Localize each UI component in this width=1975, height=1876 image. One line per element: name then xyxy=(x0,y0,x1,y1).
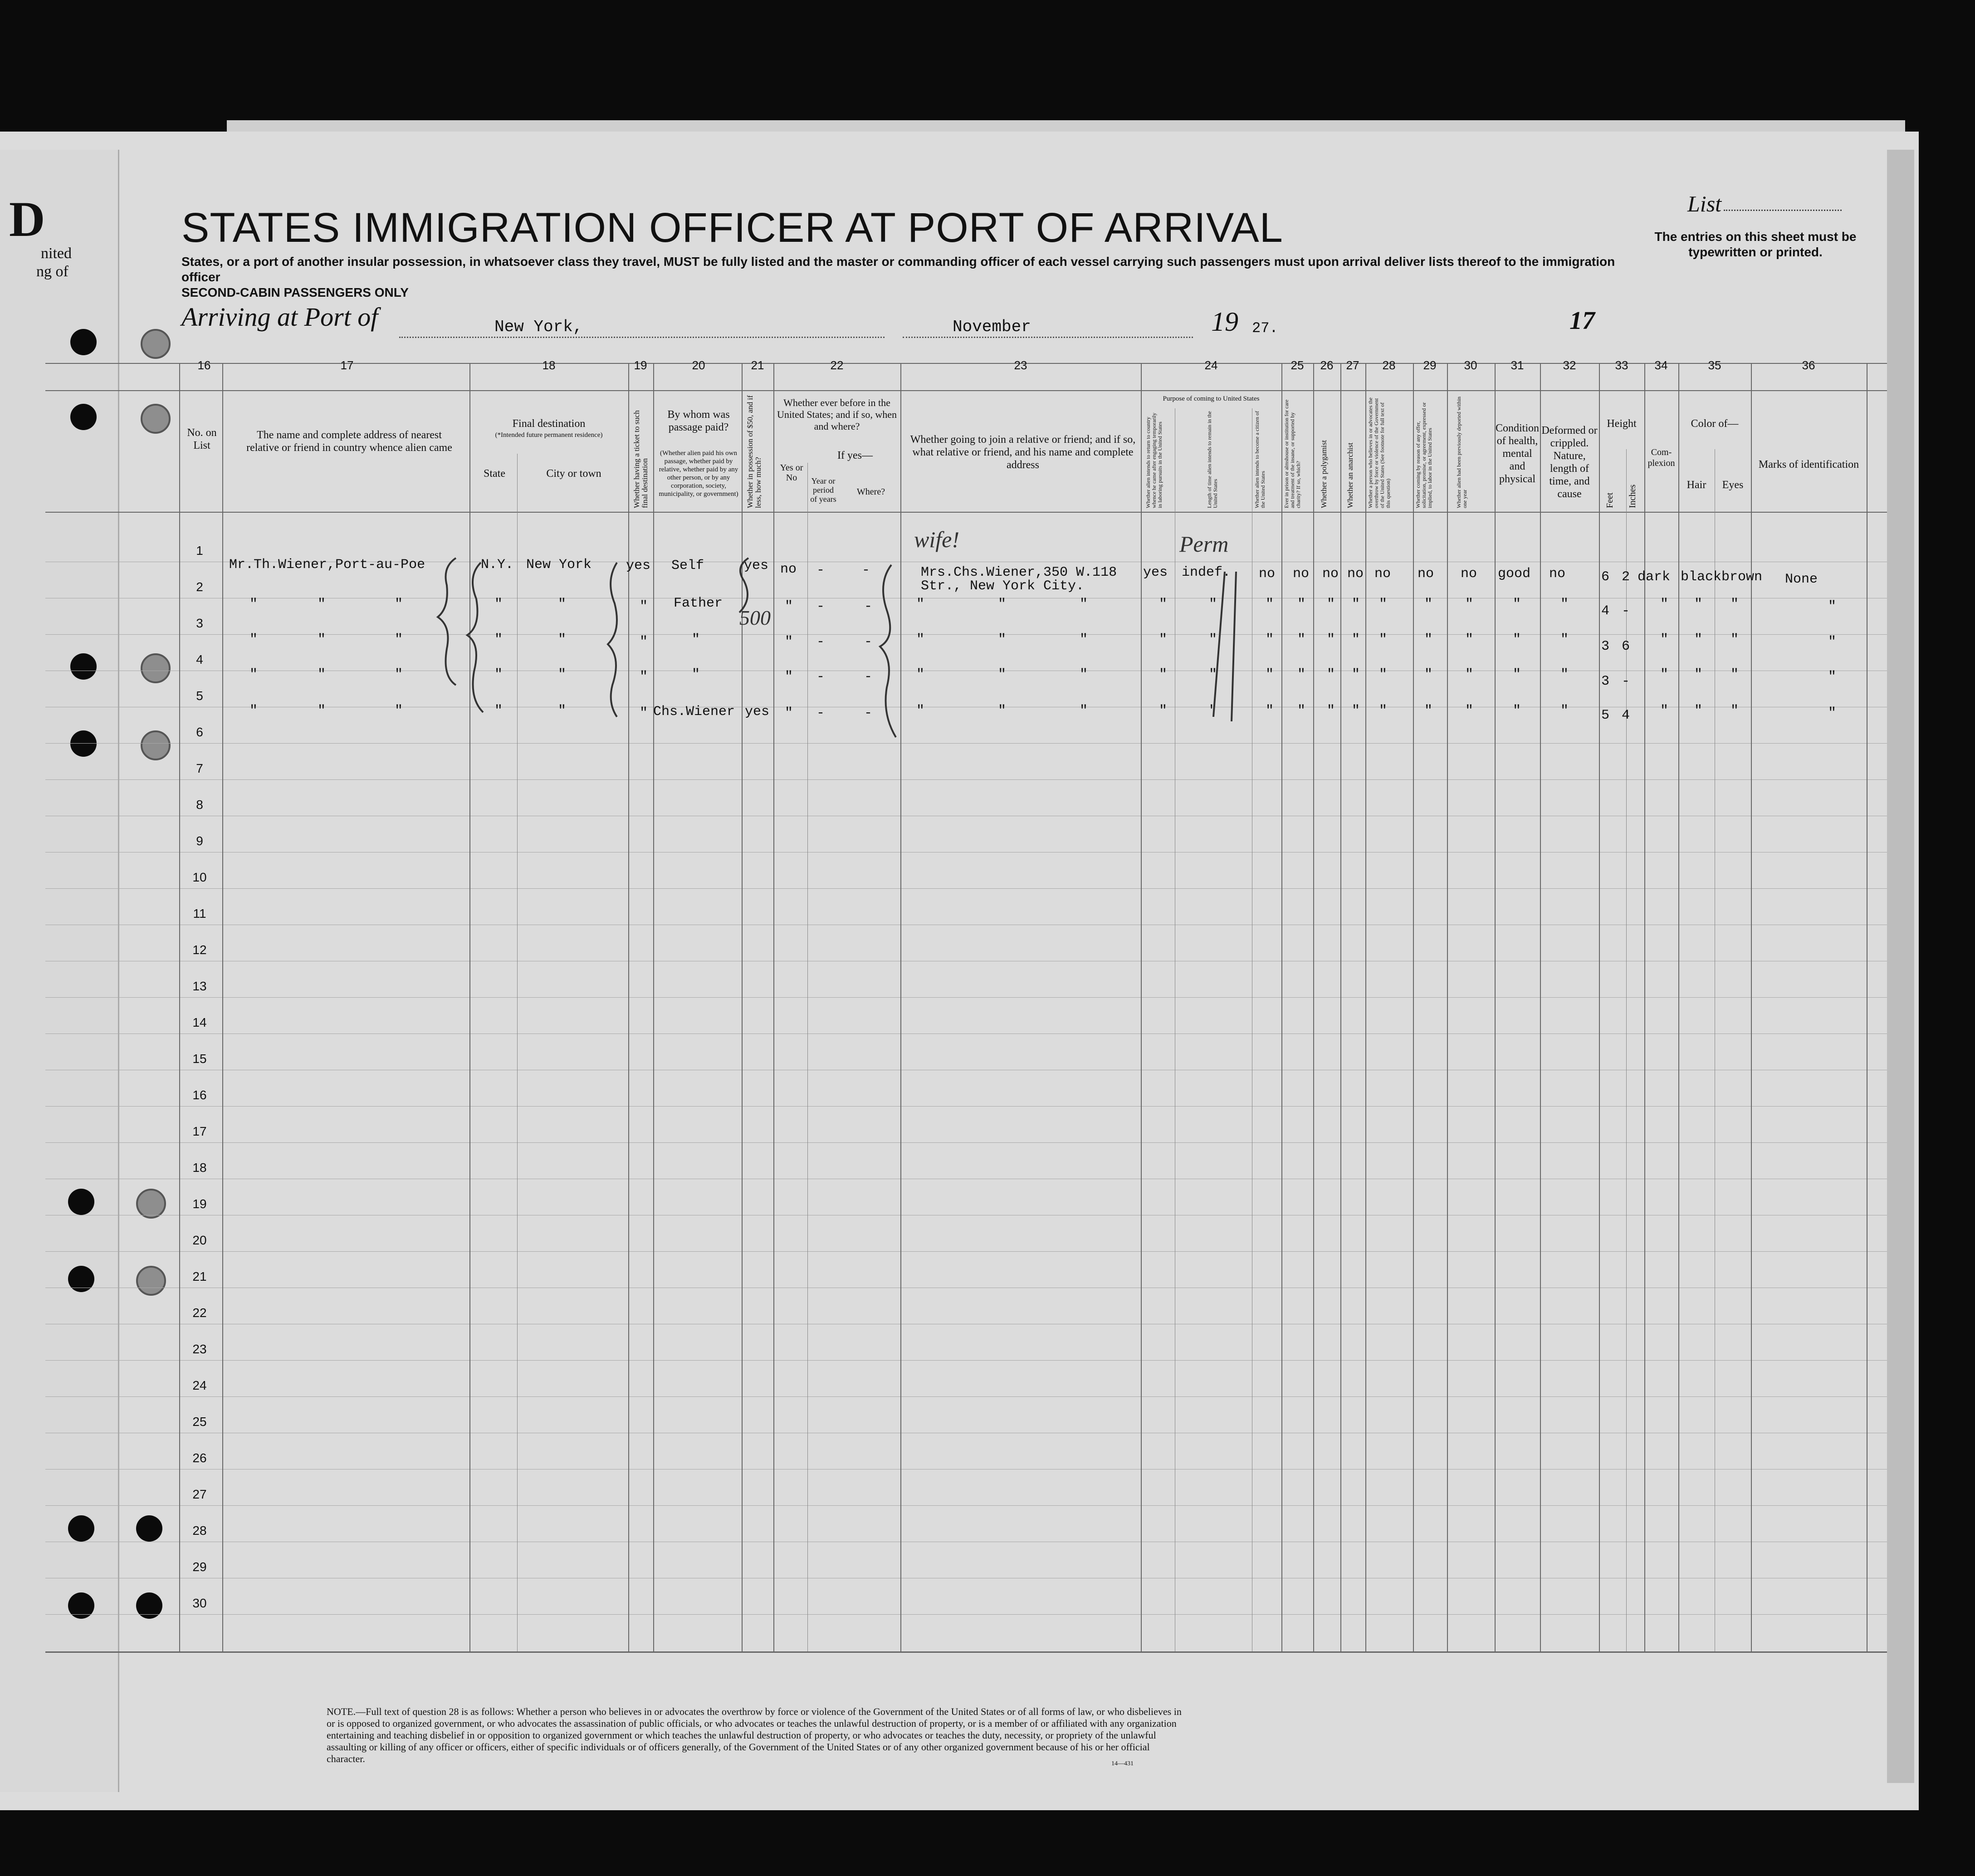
ditto-mark: " xyxy=(1694,632,1703,647)
row-number: 5 xyxy=(196,689,203,703)
year-prefix: 19 xyxy=(1211,307,1238,337)
column-number: 32 xyxy=(1563,358,1576,372)
header-complexion: Com-plexion xyxy=(1647,447,1675,468)
column-number: 33 xyxy=(1615,358,1628,372)
ditto-mark: " xyxy=(1327,667,1335,682)
sheet-number: 17 xyxy=(1569,307,1595,335)
column-number: 29 xyxy=(1423,358,1437,372)
row-number: 20 xyxy=(192,1233,207,1247)
row-number: 30 xyxy=(192,1596,207,1610)
ditto-mark: " xyxy=(1379,667,1388,682)
ditto-mark: " xyxy=(1080,632,1088,647)
ditto-mark: " xyxy=(1297,632,1306,647)
ditto-mark: " xyxy=(1560,703,1569,719)
r1-city: New York xyxy=(526,557,592,573)
row-number: 10 xyxy=(192,870,207,884)
r1-c27: no xyxy=(1347,566,1364,582)
port-value: New York, xyxy=(494,318,583,336)
header-if-yes: If yes— xyxy=(837,450,873,461)
dash-mark: - xyxy=(864,634,873,650)
header-ticket: Whether having a ticket to such final destination xyxy=(632,410,649,508)
r1-relative: Mr.Th.Wiener,Port-au-Poe xyxy=(229,557,425,573)
ditto-mark: " xyxy=(1424,703,1433,719)
r1-before: no xyxy=(780,562,797,577)
r5-fifty: yes xyxy=(745,704,770,720)
ditto-mark: " xyxy=(1731,632,1739,647)
row-number: 11 xyxy=(193,906,206,921)
column-number: 18 xyxy=(542,358,556,372)
r1-join-2: Str., New York City. xyxy=(921,578,1085,594)
ditto-mark: " xyxy=(1513,632,1521,647)
ditto-mark: " xyxy=(1465,632,1474,647)
ditto-mark: " xyxy=(249,597,258,612)
ditto-mark: " xyxy=(916,667,925,682)
ditto-mark: " xyxy=(998,667,1007,682)
ditto-mark: " xyxy=(785,669,793,685)
row-number: 22 xyxy=(192,1306,207,1320)
row-number: 13 xyxy=(192,979,207,993)
left-edge-letter: D xyxy=(9,191,45,247)
header-final-destination: Final destination xyxy=(512,418,586,430)
ditto-mark: " xyxy=(692,632,700,647)
row-number: 24 xyxy=(192,1378,207,1392)
header-prison: Ever in prison or almshouse or institution for care and treatment of the insane, or supported by charity? If so, which? xyxy=(1283,399,1301,508)
ditto-mark: " xyxy=(1379,632,1388,647)
header-fifty-dollars: Whether in possession of $50, and if less, how much? xyxy=(746,395,763,508)
header-feet: Feet xyxy=(1605,492,1615,508)
ditto-mark: " xyxy=(1159,667,1168,682)
column-number: 17 xyxy=(340,358,354,372)
header-year-period: Year or period of years xyxy=(810,476,836,504)
r1-health: good xyxy=(1498,566,1531,582)
r1-c28: no xyxy=(1374,566,1391,582)
ditto-mark: " xyxy=(1297,703,1306,719)
r5-paid: Chs.Wiener xyxy=(653,704,735,720)
dash-mark: - xyxy=(864,599,873,614)
typewritten-note: The entries on this sheet must be typewritten or printed. xyxy=(1654,230,1857,259)
ditto-mark: " xyxy=(1297,597,1306,612)
r2-paid: Father xyxy=(674,596,723,611)
ditto-mark: " xyxy=(1424,597,1433,612)
column-number: 22 xyxy=(830,358,844,372)
r1-paid: Self xyxy=(671,558,704,573)
ditto-mark: " xyxy=(1694,703,1703,719)
ditto-mark: " xyxy=(640,669,648,685)
footnote: NOTE.—Full text of question 28 is as follows: Whether a person who believes in or advocates the overthrow by force or violence of the Government of the United States or of all forms of law, or who disbelieves in or is opposed to organized government, or who advocates the assassination of public officials, or who advocates or teaches the unlawful destruction of property, or is a member of or affiliated with any organization entertaining and teaching disbelief in or opposition to organized government or which teaches the unlawful destruction of property, or who advocates or teaches the duty, necessity, or propriety of the unlawful assaulting or killing of any officer or officers, either of specific individuals or of officers generally, of the Government of the United States or of any other organized government because of his or her official character. xyxy=(327,1706,1182,1764)
ditto-mark: " xyxy=(494,632,503,647)
ditto-mark: " xyxy=(1266,632,1274,647)
ditto-mark: " xyxy=(1828,634,1837,650)
header-yes-no: Yes or No xyxy=(780,463,803,483)
ditto-mark: " xyxy=(1560,667,1569,682)
header-q28: Whether a person who believes in or advocates the overthrow by force or violence of the Government of the United States (See footnote for full text of this question) xyxy=(1367,397,1391,508)
column-number: 26 xyxy=(1320,358,1334,372)
ditto-mark: " xyxy=(1209,703,1217,719)
ditto-mark: " xyxy=(1828,705,1837,721)
row-number: 8 xyxy=(196,798,203,812)
r1-c29: no xyxy=(1418,566,1434,582)
ditto-mark: " xyxy=(785,705,793,721)
column-number: 24 xyxy=(1204,358,1218,372)
ditto-mark: " xyxy=(1352,667,1360,682)
r1-where: - xyxy=(862,563,870,578)
header-before-in-us: Whether ever before in the United States; and if so, when and where? xyxy=(777,397,897,432)
ditto-mark: " xyxy=(1694,597,1703,612)
column-number: 23 xyxy=(1014,358,1027,372)
ditto-mark: " xyxy=(1828,599,1837,614)
ditto-mark: " xyxy=(1297,667,1306,682)
ditto-mark: " xyxy=(1327,632,1335,647)
header-hair: Hair xyxy=(1687,479,1706,491)
ditto-mark: " xyxy=(640,599,648,614)
row-number: 17 xyxy=(192,1124,207,1138)
ditto-mark: " xyxy=(1327,703,1335,719)
column-number: 31 xyxy=(1511,358,1524,372)
ditto-mark: " xyxy=(558,632,567,647)
r1-c26: no xyxy=(1322,566,1339,582)
header-anarchist: Whether an anarchist xyxy=(1346,442,1354,508)
row-number: 25 xyxy=(192,1415,207,1429)
dash-mark: - xyxy=(816,599,825,614)
header-purpose: Purpose of coming to United States xyxy=(1163,395,1260,402)
ditto-mark: " xyxy=(1327,597,1335,612)
column-number: 16 xyxy=(197,358,211,372)
r5-feet: 5 xyxy=(1601,708,1610,723)
r1-state: N.Y. xyxy=(481,557,514,573)
header-city: City or town xyxy=(546,468,601,480)
header-eyes: Eyes xyxy=(1722,479,1744,491)
ditto-mark: " xyxy=(558,597,567,612)
ditto-mark: " xyxy=(1513,667,1521,682)
row-number: 16 xyxy=(192,1088,207,1102)
ditto-mark: " xyxy=(916,632,925,647)
column-number: 19 xyxy=(634,358,647,372)
column-number: 30 xyxy=(1464,358,1477,372)
header-polygamist: Whether a polygamist xyxy=(1320,440,1328,508)
ditto-mark: " xyxy=(1352,703,1360,719)
ditto-mark: " xyxy=(1560,632,1569,647)
ditto-mark: " xyxy=(558,667,567,682)
ditto-mark: " xyxy=(318,597,326,612)
ditto-mark: " xyxy=(1159,703,1168,719)
header-deformed: Deformed or crippled. Nature, length of time, and cause xyxy=(1541,425,1598,500)
ditto-mark: " xyxy=(1080,703,1088,719)
ditto-mark: " xyxy=(494,703,503,719)
ditto-mark: " xyxy=(916,597,925,612)
r2-inches: - xyxy=(1622,603,1630,619)
r1-join: Mrs.Chs.Wiener,350 W.118 xyxy=(921,565,1117,580)
ditto-mark: " xyxy=(494,597,503,612)
dash-mark: - xyxy=(864,705,873,721)
ditto-mark: " xyxy=(1379,703,1388,719)
row-number: 7 xyxy=(196,761,203,775)
ditto-mark: " xyxy=(640,634,648,650)
ditto-mark: " xyxy=(395,703,403,719)
row-number: 1 xyxy=(196,544,203,558)
column-number: 25 xyxy=(1291,358,1304,372)
ditto-mark: " xyxy=(998,597,1007,612)
handwritten-wife: wife! xyxy=(914,527,959,552)
ditto-mark: " xyxy=(318,632,326,647)
dash-mark: - xyxy=(816,634,825,650)
row-number: 4 xyxy=(196,652,203,666)
header-purpose-length: Length of time alien intends to remain in the United States xyxy=(1206,411,1218,508)
ditto-mark: " xyxy=(785,634,793,650)
ditto-mark: " xyxy=(1660,667,1669,682)
ditto-mark: " xyxy=(1465,667,1474,682)
handwritten-perm: Perm xyxy=(1179,531,1229,557)
column-number: 28 xyxy=(1382,358,1396,372)
row-number: 6 xyxy=(196,725,203,739)
column-number: 20 xyxy=(692,358,705,372)
ditto-mark: " xyxy=(1513,597,1521,612)
r4-inches: - xyxy=(1622,674,1630,689)
header-health: Condition of health, mental and physical xyxy=(1495,422,1539,485)
dash-mark: - xyxy=(816,705,825,721)
ditto-mark: " xyxy=(998,632,1007,647)
row-number: 28 xyxy=(192,1523,207,1538)
r1-fifty: yes xyxy=(744,558,769,573)
ditto-mark: " xyxy=(1465,597,1474,612)
r1-citizen: no xyxy=(1259,566,1276,582)
ditto-mark: " xyxy=(395,667,403,682)
r3-feet: 3 xyxy=(1601,639,1610,654)
year-suffix: 27. xyxy=(1252,320,1278,337)
ditto-mark: " xyxy=(1379,597,1388,612)
header-state: State xyxy=(484,468,505,480)
header-color-of: Color of— xyxy=(1691,418,1739,430)
row-number: 21 xyxy=(192,1269,207,1283)
r2-feet: 4 xyxy=(1601,603,1610,619)
r1-feet: 6 xyxy=(1601,569,1610,585)
arriving-label: Arriving at Port of xyxy=(181,302,378,332)
ditto-mark: " xyxy=(1828,669,1837,685)
column-number: 21 xyxy=(751,358,764,372)
ditto-mark: " xyxy=(1209,632,1217,647)
ditto-mark: " xyxy=(1352,632,1360,647)
handwritten-amount: 500 xyxy=(739,606,771,629)
ditto-mark: " xyxy=(1209,667,1217,682)
header-purpose-citizen: Whether alien intends to become a citizen of the United States xyxy=(1254,411,1266,508)
r1-return: yes xyxy=(1143,565,1168,580)
subtitle-line-1: States, or a port of another insular possession, in whatsoever class they travel, MUST be fully listed and the master or commanding officer of each vessel carrying such passengers must upon arrival deliver lists thereof to the immigration officer xyxy=(181,255,1615,284)
column-number: 27 xyxy=(1346,358,1359,372)
ditto-mark: " xyxy=(494,667,503,682)
row-number: 15 xyxy=(192,1052,207,1066)
header-no-on-list: No. on List xyxy=(187,427,217,451)
header-q30: Whether alien had been previously deported within one year xyxy=(1456,397,1468,508)
header-passage-paid: By whom was passage paid? xyxy=(667,409,730,433)
ditto-mark: " xyxy=(1513,703,1521,719)
ditto-mark: " xyxy=(1159,632,1168,647)
header-passage-note: (Whether alien paid his own passage, whether paid by relative, whether paid by any other person, or by any corporation, society, municipality, or government) xyxy=(659,450,738,498)
dash-mark: - xyxy=(864,669,873,685)
r1-ticket: yes xyxy=(626,558,651,573)
r1-complexion: dark xyxy=(1638,569,1671,585)
dash-mark: - xyxy=(816,669,825,685)
header-marks: Marks of identification xyxy=(1758,459,1859,470)
ditto-mark: " xyxy=(1660,597,1669,612)
ditto-mark: " xyxy=(1080,667,1088,682)
ditto-mark: " xyxy=(249,667,258,682)
ditto-mark: " xyxy=(318,703,326,719)
row-number: 23 xyxy=(192,1342,207,1356)
ditto-mark: " xyxy=(1731,597,1739,612)
row-number: 19 xyxy=(192,1197,207,1211)
r1-eyes: brown xyxy=(1721,569,1763,585)
row-number: 3 xyxy=(196,616,203,630)
page-title: STATES IMMIGRATION OFFICER AT PORT OF ARRIVAL xyxy=(181,205,1283,251)
ditto-mark: " xyxy=(1465,703,1474,719)
ditto-mark: " xyxy=(558,703,567,719)
ditto-mark: " xyxy=(1266,667,1274,682)
ditto-mark: " xyxy=(1266,703,1274,719)
header-q29: Whether coming by reason of any offer, solicitation, promise, or agreement, expressed or implied, to labor in the United States xyxy=(1415,402,1433,508)
ditto-mark: " xyxy=(916,703,925,719)
ditto-mark: " xyxy=(318,667,326,682)
ditto-mark: " xyxy=(1159,597,1168,612)
ditto-mark: " xyxy=(640,705,648,721)
month-value: November xyxy=(953,318,1031,336)
r1-c25: no xyxy=(1293,566,1310,582)
ditto-mark: " xyxy=(785,599,793,614)
ditto-mark: " xyxy=(1694,667,1703,682)
r4-feet: 3 xyxy=(1601,674,1610,689)
header-final-destination-note: (*Intended future permanent residence) xyxy=(495,431,603,439)
ditto-mark: " xyxy=(1209,597,1217,612)
row-number: 12 xyxy=(192,943,207,957)
ditto-mark: " xyxy=(1352,597,1360,612)
r1-deformed: no xyxy=(1549,566,1566,582)
r5-inches: 4 xyxy=(1622,708,1630,723)
r1-marks: None xyxy=(1785,572,1818,587)
ditto-mark: " xyxy=(1424,632,1433,647)
ditto-mark: " xyxy=(1660,632,1669,647)
row-number: 29 xyxy=(192,1560,207,1574)
column-number: 35 xyxy=(1708,358,1721,372)
ditto-mark: " xyxy=(395,597,403,612)
ditto-mark: " xyxy=(1560,597,1569,612)
header-where: Where? xyxy=(856,487,885,497)
r1-year: - xyxy=(816,563,825,578)
r1-inches: 2 xyxy=(1622,569,1630,585)
row-number: 26 xyxy=(192,1451,207,1465)
ditto-mark: " xyxy=(1731,667,1739,682)
row-number: 14 xyxy=(192,1015,207,1029)
left-edge-text-1: nited xyxy=(41,245,72,262)
column-number: 34 xyxy=(1654,358,1668,372)
ditto-mark: " xyxy=(998,703,1007,719)
ditto-mark: " xyxy=(1266,597,1274,612)
subtitle-line-2: SECOND-CABIN PASSENGERS ONLY xyxy=(181,285,409,299)
left-edge-text-2: ng of xyxy=(36,263,68,280)
ditto-mark: " xyxy=(692,667,700,682)
r3-inches: 6 xyxy=(1622,639,1630,654)
ditto-mark: " xyxy=(1731,703,1739,719)
ditto-mark: " xyxy=(1424,667,1433,682)
header-purpose-return: Whether alien intends to return to country whence he came after engaging temporarily in laboring pursuits in the United States xyxy=(1145,412,1163,508)
row-number: 18 xyxy=(192,1161,207,1175)
r1-length: indef. xyxy=(1182,565,1231,580)
ditto-mark: " xyxy=(1080,597,1088,612)
ditto-mark: " xyxy=(1660,703,1669,719)
header-relative-abroad: The name and complete address of nearest relative or friend in country whence alien came xyxy=(246,429,452,454)
ditto-mark: " xyxy=(395,632,403,647)
header-join-relative: Whether going to join a relative or friend; and if so, what relative or friend, and his name and complete address xyxy=(910,434,1136,471)
r1-c30: no xyxy=(1461,566,1477,582)
row-number: 27 xyxy=(192,1487,207,1501)
header-height: Height xyxy=(1607,418,1637,430)
list-label: List xyxy=(1687,191,1722,216)
ditto-mark: " xyxy=(249,632,258,647)
column-number: 36 xyxy=(1802,358,1815,372)
row-number: 9 xyxy=(196,834,203,848)
r1-hair: black xyxy=(1681,569,1722,585)
header-inches: Inches xyxy=(1628,484,1638,508)
form-number: 14—431 xyxy=(1111,1760,1134,1767)
ditto-mark: " xyxy=(249,703,258,719)
row-number: 2 xyxy=(196,580,203,594)
